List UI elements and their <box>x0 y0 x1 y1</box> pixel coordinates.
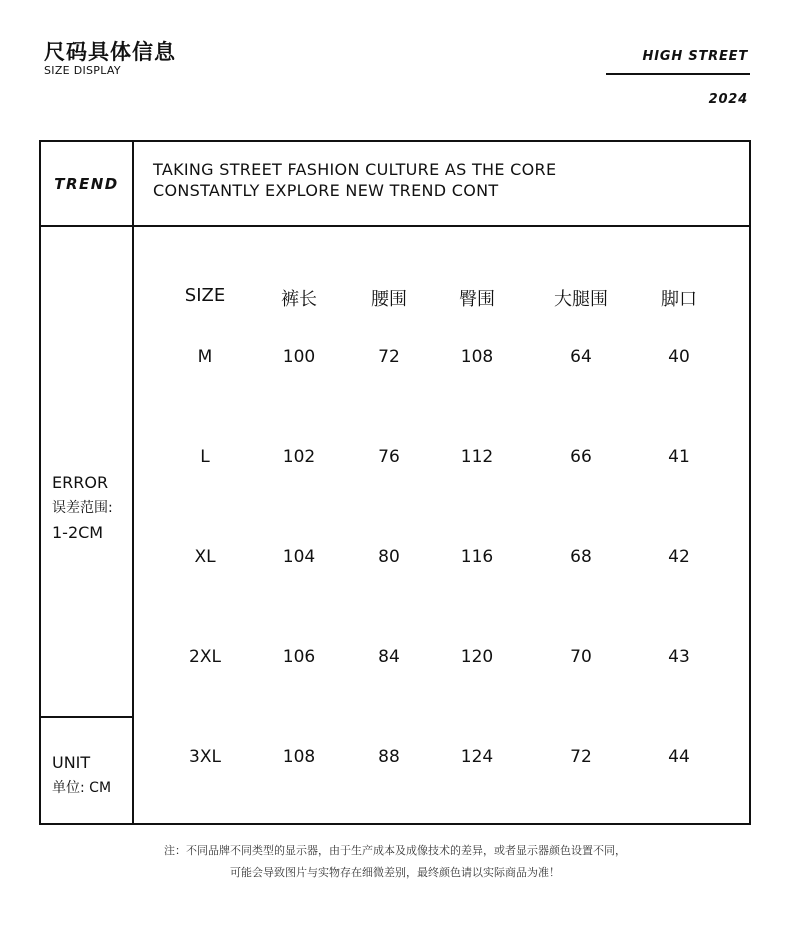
length-cell: 100 <box>282 347 316 367</box>
hip-header: 臀围 <box>459 289 495 310</box>
slogan-line-1: TAKING STREET FASHION CULTURE AS THE CORE <box>153 160 557 179</box>
thigh-cell: 68 <box>570 547 592 567</box>
thigh-cell: 72 <box>570 747 592 767</box>
size-header: SIZE <box>184 285 226 306</box>
leg-opening-cell: 41 <box>668 447 690 467</box>
leg-opening-cell: 42 <box>668 547 690 567</box>
thigh-header: 大腿围 <box>554 289 608 310</box>
error-label-cn: 误差范围: <box>52 500 113 516</box>
thigh-cell: 64 <box>570 347 592 367</box>
size-cell: 3XL <box>189 747 221 767</box>
side-divider <box>41 716 132 718</box>
size-cell: L <box>200 447 210 467</box>
waist-cell: 72 <box>378 347 400 367</box>
leg-opening-header: 脚口 <box>661 289 697 310</box>
footer-note-line-1: 注：不同品牌不同类型的显示器，由于生产成本及成像技术的差异，或者显示器颜色设置不同， <box>164 844 626 857</box>
waist-cell: 84 <box>378 647 400 667</box>
waist-header: 腰围 <box>371 289 407 310</box>
page-subtitle: SIZE DISPLAY <box>44 64 121 77</box>
brand-label: HIGH STREET <box>642 49 748 64</box>
thigh-cell: 70 <box>570 647 592 667</box>
length-cell: 106 <box>282 647 316 667</box>
page-title-cn: 尺码具体信息 <box>44 40 176 64</box>
unit-label-cn: 单位: CM <box>52 780 112 796</box>
brand-underline <box>606 73 750 75</box>
size-cell: 2XL <box>189 647 221 667</box>
size-cell: XL <box>194 547 216 567</box>
hip-cell: 108 <box>460 347 494 367</box>
size-cell: M <box>197 347 213 367</box>
error-label-en: ERROR <box>52 473 109 492</box>
size-chart-box <box>39 140 751 825</box>
waist-cell: 88 <box>378 747 400 767</box>
hip-cell: 112 <box>460 447 494 467</box>
year-label: 2024 <box>708 92 748 107</box>
slogan <box>153 159 556 201</box>
slogan-line-2: CONSTANTLY EXPLORE NEW TREND CONT <box>153 181 499 200</box>
length-cell: 102 <box>282 447 316 467</box>
unit-block <box>52 751 111 801</box>
unit-label-en: UNIT <box>52 753 91 772</box>
header-divider <box>41 225 749 227</box>
footer-note-line-2: 可能会导致图片与实物存在细微差别，最终颜色请以实际商品为准！ <box>230 866 560 879</box>
waist-cell: 76 <box>378 447 400 467</box>
hip-cell: 124 <box>460 747 494 767</box>
error-range: 1-2CM <box>52 523 104 542</box>
hip-cell: 116 <box>460 547 494 567</box>
error-block <box>52 471 113 545</box>
hip-cell: 120 <box>460 647 494 667</box>
thigh-cell: 66 <box>570 447 592 467</box>
leg-opening-cell: 40 <box>668 347 690 367</box>
leg-opening-cell: 44 <box>668 747 690 767</box>
vertical-divider <box>132 142 134 823</box>
length-cell: 104 <box>282 547 316 567</box>
trend-label: TREND <box>54 174 119 193</box>
length-cell: 108 <box>282 747 316 767</box>
waist-cell: 80 <box>378 547 400 567</box>
length-header: 裤长 <box>281 289 317 310</box>
leg-opening-cell: 43 <box>668 647 690 667</box>
